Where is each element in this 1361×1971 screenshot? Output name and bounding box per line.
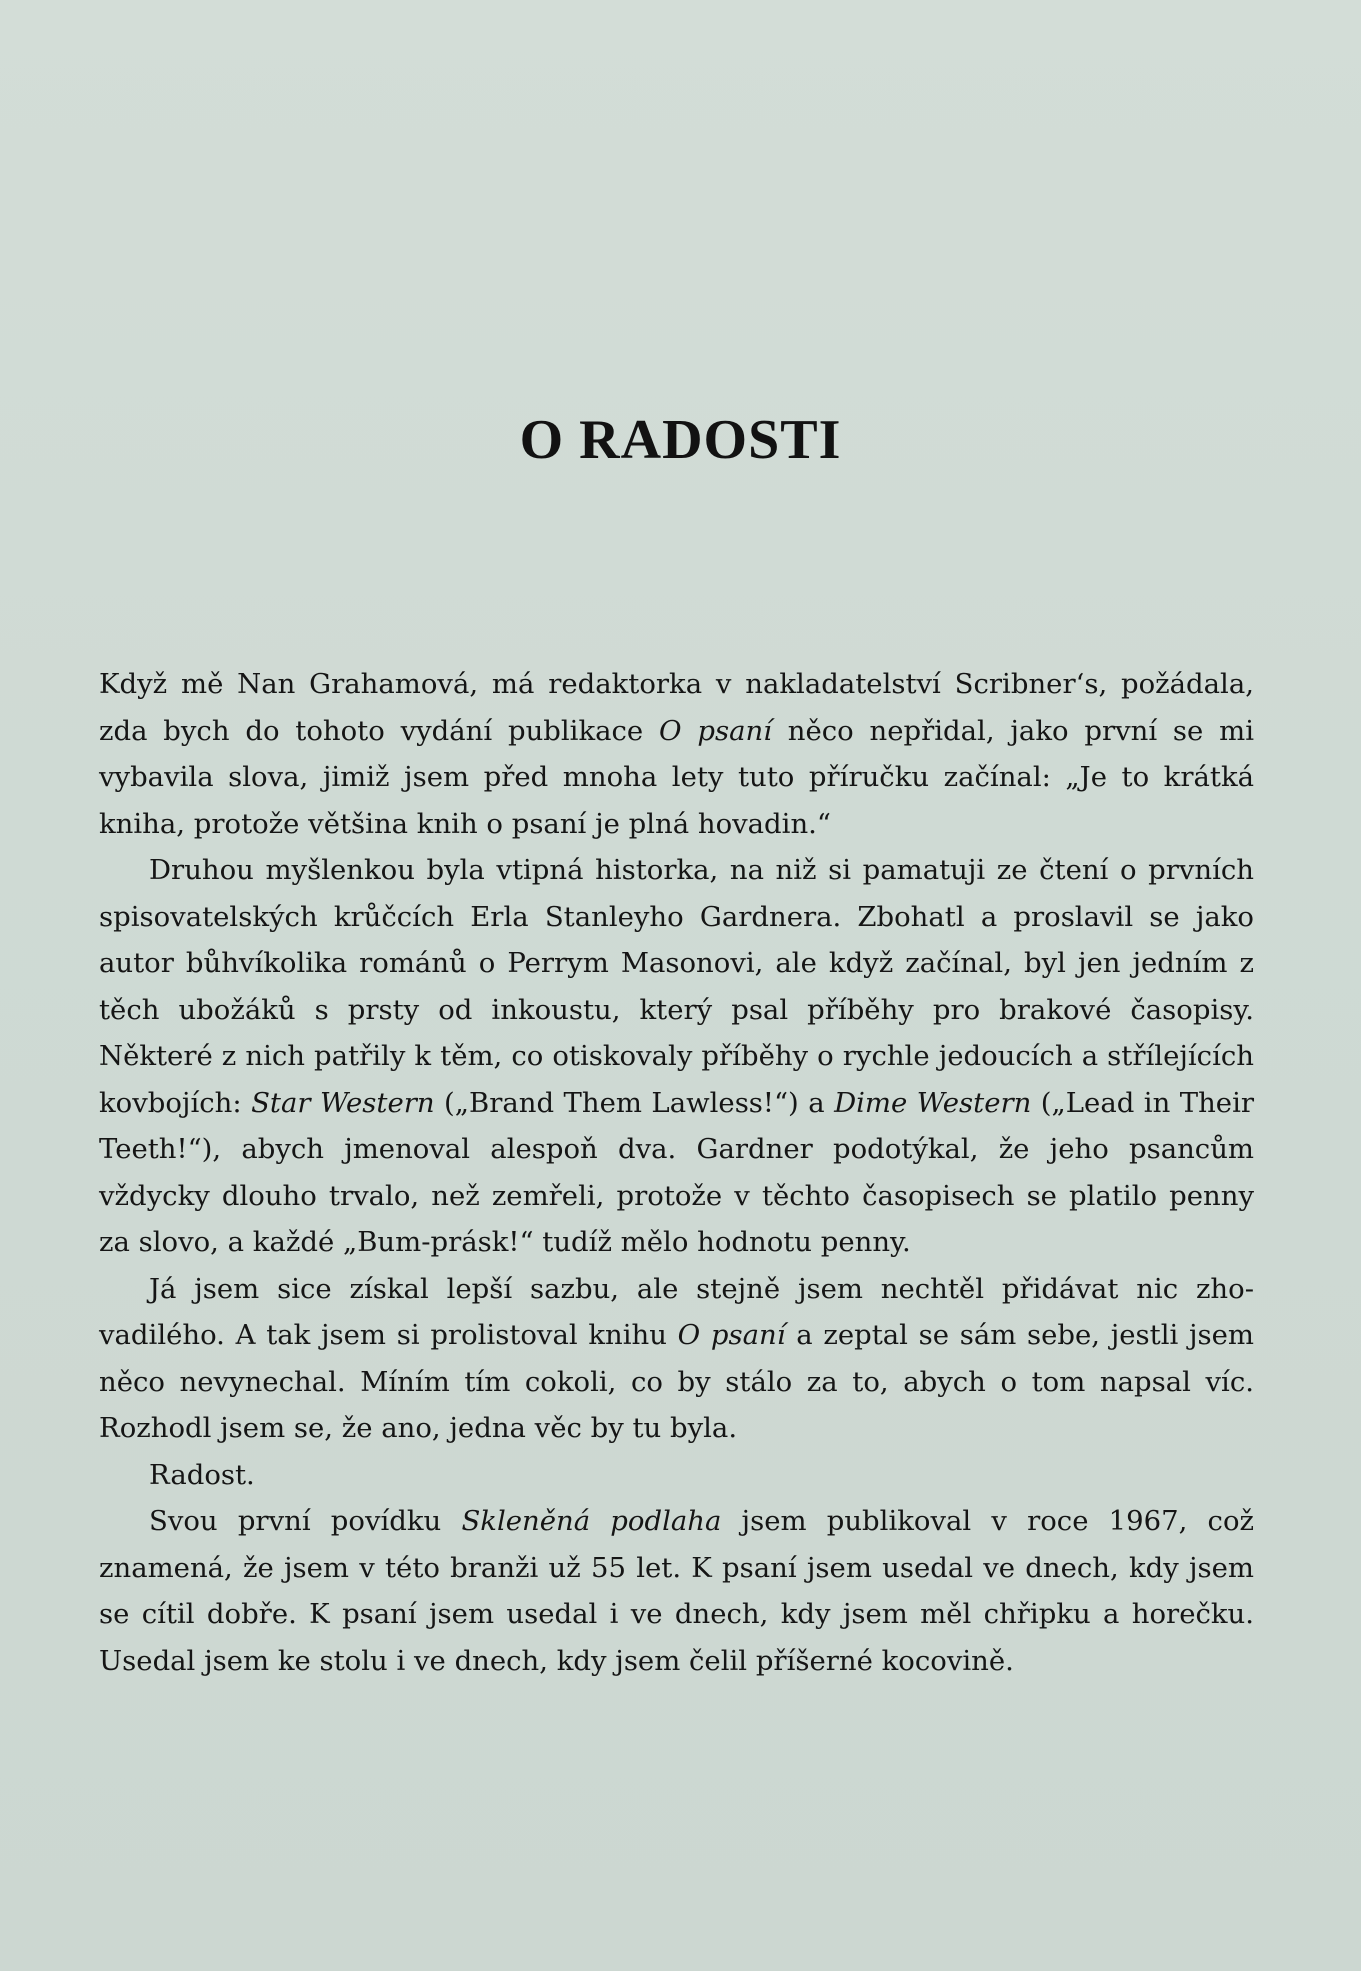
paragraph-3 bbox=[99, 1266, 1254, 1452]
body-text bbox=[99, 661, 1254, 1684]
magazine-title-italic: Star Western bbox=[251, 1086, 435, 1119]
paragraph-2 bbox=[99, 847, 1254, 1266]
chapter-title: O RADOSTI bbox=[519, 409, 842, 471]
paragraph-1 bbox=[99, 661, 1254, 847]
text-segment: Radost. bbox=[149, 1458, 255, 1491]
text-segment: Druhou myšlenkou byla vtipná historka, na niž si pamatuji ze čtení o prvních spisovatelských krůčcích Erla Stanleyho Gardnera. Zbohatl a proslavil se jako autor bůhvíkolika románů o Perrym Masonovi, ale když začínal, byl jen jedním z těch ubožáků s prsty od inkoustu, který psal příběhy pro brakové časopisy. Některé z nich patřily k těm, co otiskovaly příběhy o rychle jedoucích a střílejících kovbojích: bbox=[99, 854, 1254, 1119]
text-segment: Když mě Nan Grahamová, má redaktorka v nakladatelství Scribner‘s, požádala, zda bych do tohoto vydání publikace bbox=[99, 668, 1254, 747]
text-segment: něco nepřidal, jako první se mi vybavila slova, jimiž jsem před mnoha lety tuto příručku začínal: „Je to krátká kniha, protože většina knih o psaní je plná hovadin.“ bbox=[99, 714, 1254, 840]
book-title-italic: O psaní bbox=[677, 1319, 786, 1351]
text-segment: Svou první povídku bbox=[149, 1505, 462, 1537]
paragraph-5 bbox=[99, 1498, 1254, 1684]
text-segment: Já jsem sice získal lepší sazbu, ale stejně jsem nechtěl přidávat nic zhovadilého. A tak jsem si prolistoval knihu bbox=[99, 1272, 1254, 1351]
text-segment: jsem publikoval v roce 1967, což znamená, že jsem v této branži už 55 let. K psaní jsem usedal ve dnech, kdy jsem se cítil dobře. K psaní jsem usedal i ve dnech, kdy jsem měl chřipku a horečku. Usedal jsem ke stolu i ve dnech, kdy jsem čelil příšerné kocovině. bbox=[99, 1505, 1255, 1677]
paragraph-4 bbox=[99, 1452, 1254, 1499]
magazine-title-italic: Dime Western bbox=[834, 1086, 1032, 1119]
story-title-italic: Skleněná podlaha bbox=[461, 1505, 722, 1537]
text-segment: („Brand Them Lawless!“) a bbox=[434, 1086, 835, 1119]
text-segment: a zeptal se sám sebe, jestli jsem něco nevynechal. Míním tím cokoli, co by stálo za to, abych o tom napsal víc. Rozhodl jsem se, že ano, jedna věc by tu byla. bbox=[99, 1319, 1255, 1444]
text-segment: („Lead in Their Teeth!“), abych jmenoval alespoň dva. Gardner podotýkal, že jeho psancům vždycky dlouho trvalo, než zemřeli, protože v těchto časopisech se platilo penny za slovo, a každé „Bum-prásk!“ tudíž mělo hodnotu penny. bbox=[99, 1086, 1255, 1258]
book-title-italic: O psaní bbox=[659, 714, 772, 747]
